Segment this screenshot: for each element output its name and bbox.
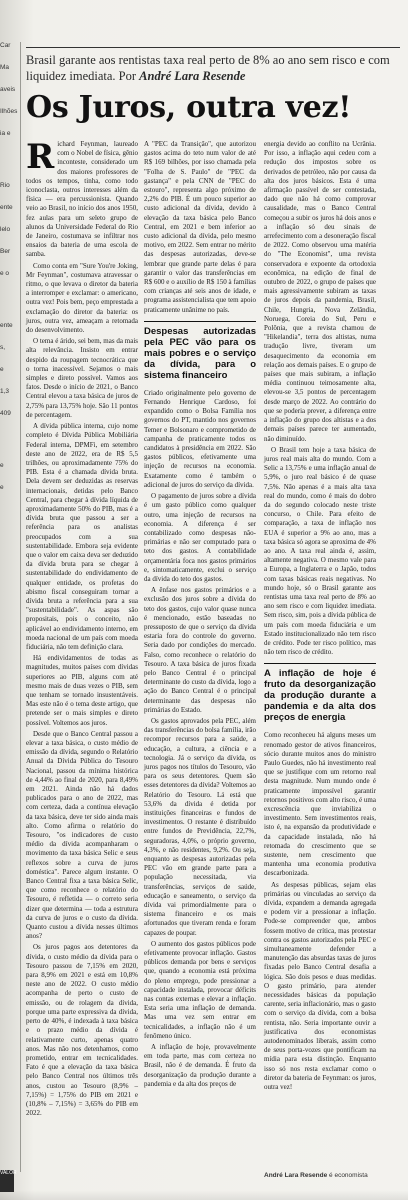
adjacent-column-fragments [0, 40, 18, 1180]
body-paragraph: A inflação de hoje, provavelmente em toda parte, mas com certeza no Brasil, não é de demanda. É fruto da desorganização da produção durante a pandemia e da alta dos preços de [144, 1043, 256, 1088]
adjacent-text-fragment: ente [0, 322, 13, 329]
adjacent-text-fragment: lelo [0, 226, 11, 233]
body-paragraph: A ênfase nos gastos primários e a exclusão dos juros sobre a dívida do teto dos gastos, cujo valor quase nunca é mencionado, estão baseadas no pressuposto de que o serviço da dívida estaria fora do controle do governo. Seria dado por condições do mercado. Falso, como reconhece o relatório do Tesouro. A taxa básica de juros fixada pelo Banco Central é o principal determinante do custo da dívida, logo a ação do Banco Central é o principal determinante das despesas não primárias do Estado. [144, 586, 256, 714]
adjacent-text-fragment: Car [0, 42, 11, 49]
adjacent-text-fragment: Ma [0, 64, 10, 71]
adjacent-text-fragment: s, [0, 344, 6, 351]
lead-paragraph: Richard Feynman, laureado com o Nobel de física, gênio inconteste, considerado um dos maiores professores de todos os tempos, tinha, como todo iconoclasta, outros interesses além da física — era percussionista. Quando veio ao Brasil, no início dos anos 1950, fez aulas para um seleto grupo de alunos da Universidade Federal do Rio de Janeiro, costumava se infiltrar nos ensaios da bateria de uma escola de samba. [26, 137, 138, 259]
article-column-1 [26, 137, 138, 1120]
body-paragraph: Desde que o Banco Central passou a elevar a taxa básica, o custo médio de emissão da dívida, segundo o Relatório Anual da Dívida Pública do Tesouro Nacional, passou da mínima histórica de 4,44% ao final de 2020, para 8,49% em 2021. Ainda não há dados publicados para o ano de 2022, mas com certeza, dada a contínua elevação da taxa básica, deve ter sido ainda mais alto. Como afirma o relatório do Tesouro, "os indicadores de custo médio da dívida acompanharam o movimento da taxa básica Selic e seus reflexos sobre a curva de juros doméstica". Parece algum instante. O Banco Central fixa a taxa básica Selic, que como reconhece o relatório do Tesouro, é refletida — o correto seria dizer que determina — toda a estrutura da curva de juros e o custo da dívida. Quanto custou a dívida nesses últimos anos? [26, 729, 138, 941]
adjacent-text-fragment: Ber [0, 248, 11, 255]
column-divider [20, 42, 21, 1172]
adjacent-text-fragment: aveis [0, 86, 16, 93]
adjacent-text-fragment: e [0, 366, 4, 373]
author-name: André Lara Resende [264, 1172, 328, 1179]
adjacent-text-fragment: 409 [0, 410, 11, 417]
top-rule [26, 47, 400, 48]
adjacent-text-fragment: e [0, 462, 4, 469]
kicker-text: Brasil garante aos rentistas taxa real perto de 8% ao ano sem risco e com liquidez imediata. Por [26, 53, 390, 83]
adjacent-text-fragment: ia e [0, 130, 11, 137]
body-paragraph: A dívida pública interna, cujo nome completo é Dívida Pública Mobiliária Federal interna, DPMFi, em setembro deste ano de 2022, era de R$ 5,5 trilhões, ou aproximadamente 75% do PIB. Esta é a chamada dívida bruta. Dela devem ser deduzidas as reservas internacionais, detidas pelo Banco Central, para chegar à dívida líquida de aproximadamente 50% do PIB, mas é a dívida bruta que passou a ser a referência para os analistas preocupados com a sua sustentabilidade. Embora seja evidente que o valor em caixa deva ser deduzido da dívida bruta para se chegar à sustentabilidade do endividamento de qualquer entidade, os profetas do abismo fiscal conseguiram tornar a dívida bruta a referência para a sua "sustentabilidade". As aspas são propositais, pois o conceito, não aplicável ao endividamento interno, em moeda nacional de um país com moeda fiduciária, não tem definição clara. [26, 422, 138, 651]
body-paragraph: Os gastos aprovados pela PEC, além das transferências do bolsa família, irão recompor recursos para a saúde, a educação, a cultura, a ciência e a tecnologia. Já o serviço da dívida, os juros pagos nos títulos do Tesouro, vão para os seus detentores. Quem são esses detentores da dívida? Voltemos ao Relatório do Tesouro. Lá está que 53,6% da dívida é detida por instituições financeiras e fundos de investimentos. O restante é distribuído entre fundos de Previdência, 22,7%, seguradoras, 4,0%, o próprio governo, 4,3%, e não residentes, 9,2%. Ou seja, enquanto as despesas autorizadas pela PEC vão em grande parte para a população necessitada, via transferências, serviços de saúde, educação e saneamento, o serviço da dívida vai primordialmente para o sistema financeiro e os mais afortunados que tiveram renda e foram capazes de poupar. [144, 716, 256, 937]
adjacent-text-fragment: e o [0, 270, 10, 277]
article-headline: Os Juros, outra vez! [26, 90, 352, 125]
article-column-2 [144, 140, 256, 1091]
pull-quote: A inflação de hoje é fruto da desorganização da produção durante a pandemia e da alta dos preços de energia [264, 663, 376, 723]
pull-quote: Despesas autorizadas pela PEC vão para os mais pobres e o serviço da dívida, para o sistema financeiro [144, 321, 256, 381]
body-paragraph: Como reconheceu há alguns meses um renomado gestor de ativos financeiros, sócio durante muitos anos do ministro Paulo Guedes, não há investimento real que se justifique com um retorno real desta magnitude. Num mundo onde é praticamente impossível garantir retornos positivos com alto risco, é uma excrescência que inviabiliza o investimento. Sem investimentos reais, isto é, na expansão da produtividade e da capacidade instalada, não há retomada do crescimento que se sustente, nem crescimento que mantenha uma economia produtiva descarbonizada. [264, 731, 376, 878]
drop-cap: R [26, 137, 55, 177]
adjacent-text-fragment: 1,3 [0, 388, 10, 395]
body-paragraph: Há endividamentos de todas as magnitudes, muitos países com dívidas superiores ao PIB, alguns com até mesmo mais de duas vezes o PIB, sem que tenham se tornado insustentáveis. Mas este não é o tema deste artigo, que pretende ser o mais simples e direto possível. Voltemos aos juros. [26, 654, 138, 727]
body-paragraph: A "PEC da Transição", que autorizou gastos acima do teto num valor de até R$ 169 bilhões, por isso chamada pela "Folha de S. Paulo" de "PEC da gastança" e pela CNN de "PEC do estouro", representa algo próximo de 2,2% do PIB. É um pouco superior ao custo adicional da dívida, devido à elevação da taxa básica pelo Banco Central, em 2021 e bem inferior ao custo adicional da dívida, pelo mesmo motivo, em 2022. Sem entrar no mérito das despesas autorizadas, deve-se lembrar que grande parte delas é para garantir o valor das transferências em R$ 600 e o auxílio de R$ 150 à famílias com crianças até seis anos de idade, e programa assistencialista que tem apoio praticamente unânime no país. [144, 140, 256, 314]
body-paragraph: O pagamento de juros sobre a dívida é um gasto público como qualquer outro, uma injeção de recursos na economia. A diferença é ser contabilizado como despesas não-primárias e não ser computado para o teto dos gastos. A contabilidade orçamentária foca nos gastos primários e, sintomaticamente, exclui o serviço da dívida do teto dos gastos. [144, 492, 256, 583]
author-credit [264, 1172, 400, 1179]
body-paragraph: energia devido ao conflito na Ucrânia. Por isso, a inflação aqui cedeu com a redução dos impostos sobre os derivados de petróleo, não por causa da alta dos juros básicos. Esta é uma afirmação passível de ser contestada, dado que não há como comprovar causalidade, mas o Banco Central começou a subir os juros há dois anos e a inflação só deu sinais de arrefecimento com a desoneração fiscal de 2022. Como observou uma matéria do "The Economist", uma revista conservadora e expoente da ortodoxia econômica, na edição de final de outubro de 2022, o grupo de países que mais agressivamente subiram as taxas de juros depois da pandemia, Brasil, Chile, Hungria, Nova Zelândia, Noruega, Coreia do Sul, Peru e Polônia, que a revista chamou de "Hikelandia", terra dos altistas, numa tradução livre, tiveram um desaquecimento da economia em relação aos demais países. E o grupo de países que mais subiram, a inflação média continuou teimosamente alta, elevou-se 3,5 pontos de percentagem desde março de 2022. Ao contrário do que se poderia prever, a diferença entre a inflação do grupo dos altistas e a dos demais países parece ter aumentado, não diminuído. [264, 140, 376, 443]
adjacent-text-fragment: e [0, 484, 4, 491]
adjacent-text-fragment: Ilhões [0, 108, 18, 115]
article-column-3 [264, 140, 376, 1094]
adjacent-text-fragment: ente [0, 204, 13, 211]
body-paragraph: Como conta em "Sure You're Joking, Mr Feynman", costumava atravessar o ritmo, o que levava o diretor da bateria a interromper e exclamar: o americano, outra vez! Pois bem, peço emprestada a exclamação do diretor da bateria: os juros, outra vez, ameaçam a retomada do desenvolvimento. [26, 261, 138, 335]
body-paragraph: O tema é árido, sei bem, mas da mais alta relevância. Insisto em entrar despido da roupagem tecnocrática que o torna inacessível. Sejamos o mais simples e direto possível. Vamos aos fatos. Desde o início de 2021, o Banco Central elevou a taxa básica de juros de 2,75% para 13,75% hoje. São 11 pontos de percentagem. [26, 337, 138, 419]
author-role: é economista [329, 1172, 368, 1179]
body-paragraph: Criado originalmente pelo governo de Fernando Henrique Cardoso, foi expandido como o Bolsa Família nos governos do PT, mantido nos governos Temer e Bolsonaro e comprometido de campanha de praticamente todos os candidatos à presidência em 2022. São gastos públicos, efetivamente uma injeção de recursos na economia. Exatamente como é também o adicional de juros do serviço da dívida. [144, 388, 256, 489]
adjacent-text-fragment: Rio [0, 182, 10, 189]
newspaper-logo: VALOR [0, 1170, 14, 1192]
article-kicker [26, 52, 400, 84]
body-paragraph: O aumento dos gastos públicos pode efetivamente provocar inflação. Gastos públicos demanda por bens e serviços que, quando a economia está próxima do pleno emprego, pode pressionar a capacidade instalada, provocar déficits nas contas externas e elevar a inflação. Esta seria uma inflação de demanda. Mas uma vez sem entrar em tecnicalidades, a inflação não é um fenômeno único. [144, 939, 256, 1040]
kicker-author: André Lara Resende [139, 69, 246, 83]
body-paragraph: As despesas públicas, sejam elas primárias ou vinculadas ao serviço da dívida, expandem a demanda agregada e podem vir a pressionar a inflação. Pode-se compreender que, ambos fossem motivo de crítica, mas protestar contra os gastos autorizados pela PEC e simultaneamente defender a manutenção das absurdas taxas de juros fixadas pelo Banco Central desafia a lógica. São dois pesos e duas medidas. O gasto primário, para atender necessidades básicas da população carente, seria inflacionário, mas o gasto com o serviço da dívida, com a bolsa rentista, não. Seria importante ouvir a justificativa dos economistas autodenominados liberais, assim como de seus porta-vozes que pontificam na mídia para esta distinção. Enquanto isso só nos resta exclamar como o diretor da bateria de Feynman: os juros, outra vez! [264, 880, 376, 1092]
body-paragraph: Os juros pagos aos detentores da dívida, o custo médio da dívida para o Tesouro passou de 7,15% em 2020, para 8,9% em 2021 e está em 10,8% neste ano de 2022. O custo médio acompanha de perto o custo de emissão, ou de rolagem da dívida, porque uma parte expressiva da dívida, perto de 40%, é indexada à taxa básica e o prazo médio da dívida é relativamente curto, apenas quatro anos. Mas não nos detenhamos, como prometido, entrar em tecnicalidades. Fato é que a elevação da taxa básica pelo Banco Central nos últimos três anos, custou ao Tesouro (8,9% – 7,15%) = 1,75% do PIB em 2021 e (10,8% – 7,15%) = 3,65% do PIB em 2022. [26, 943, 138, 1118]
body-paragraph: O Brasil tem hoje a taxa básica de juros real mais alta do mundo. Com a Selic a 13,75% e uma inflação anual de 5,9%, o juro real básico é de quase 7,5%. Não apenas é a mais alta taxa real do mundo, como é mais do dobro da do segundo colocado neste triste concurso, o Chile. Para efeito de comparação, a taxa de inflação nos EUA é superior a 9% ao ano, mas a taxa básica só agora se aproxima de 4% ao ano. A taxa real ainda é, assim, altamente negativa. O mesmo vale para a Europa, a Inglaterra e o Japão, todos com taxas básicas reais negativas. No mundo hoje, só o Brasil garante aos rentistas uma taxa real perto de 8% ao ano sem risco e com liquidez imediata. Sem risco, sim, pois a dívida pública de um país com moeda fiduciária e um Estado institucionalizado não tem risco de crédito. Pode ter risco político, mas não tem risco de crédito. [264, 445, 376, 657]
page-shadow [0, 1190, 408, 1200]
